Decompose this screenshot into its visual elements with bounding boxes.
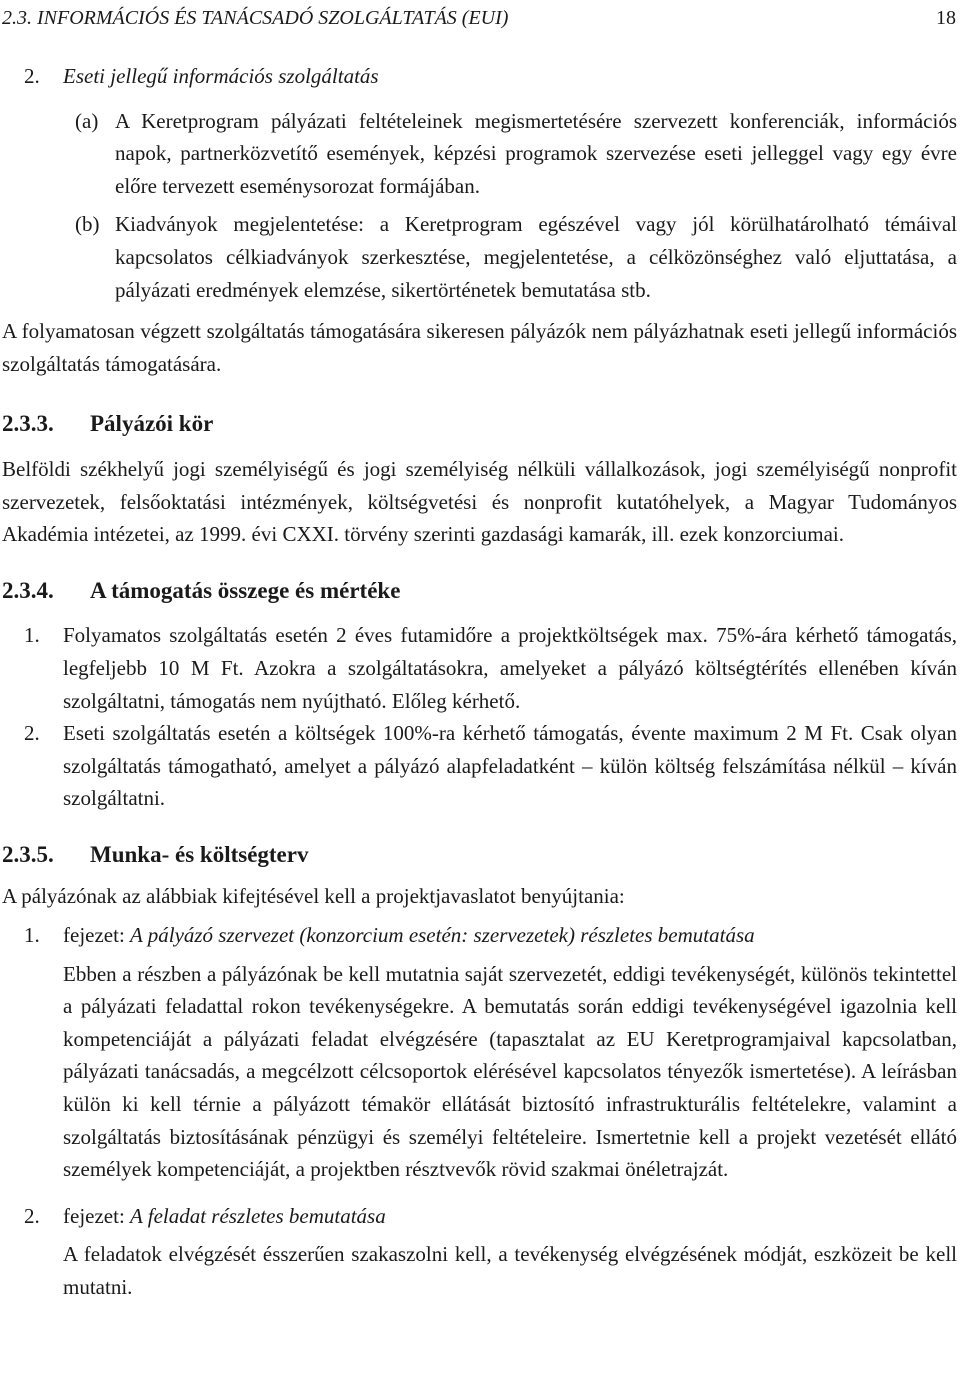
chapter-number: 1.	[24, 923, 40, 948]
list-item-text: Folyamatos szolgáltatás esetén 2 éves futamidőre a projektköltségek max. 75%-ára kérhető támogatás, legfeljebb 10 M Ft. Azokra a szolgáltatásokra, amelyeket a pályázó költségtérítés ellenében kíván szolgáltatni, támogatás nem nyújtható. Előleg kérhető.	[63, 623, 957, 713]
header-title: 2.3. INFORMÁCIÓS ÉS TANÁCSADÓ SZOLGÁLTATÁS (EUI)	[2, 7, 509, 29]
chapter-1-body: Ebben a részben a pályázónak be kell mutatnia saját szervezetét, eddigi tevékenységét, különös tekintettel a pályázati feladattal rokon tevékenységekre. A bemutatás során eddigi tevékenységével igazolnia kell kompetenciáját a pályázati feladat elvégzésére (tapasztalat az EU Keretprogramjaival kapcsolatban, pályázati tanácsadás, a megcélzott célcsoportok elérésével kapcsolatos tényezők ismertetése). A leírásban külön ki kell térnie a pályázott témakör ellátását biztosító infrastrukturális feltételekre, valamint a szolgáltatás biztosításának pénzügyi és személyi feltételeire. Ismertetnie kell a projekt vezetését ellátó személyek kompetenciáját, a projektben résztvevők rövid szakmai önéletrajzát.	[63, 961, 957, 1182]
list-item-2	[2, 717, 957, 815]
section-heading-235	[2, 839, 957, 872]
subitem-text: A Keretprogram pályázati feltételeinek megismertetésére szervezett konferenciák, információs napok, partnerközvetítő események, képzési programok szervezése eseti jelleggel vagy egy évre előre tervezett eseménysorozat formájában.	[115, 108, 957, 198]
section-number: 2.3.4.	[2, 577, 54, 603]
chapter-1-heading	[2, 919, 957, 952]
subitem-text: Kiadványok megjelentetése: a Keretprogram egészével vagy jól körülhatárolható témáival kapcsolatos célkiadványok szerkesztése, megjelentetése, a célközönséghez való eljuttatása, a pályázati eredmények elemzése, sikertörténetek bemutatása stb.	[115, 212, 957, 302]
subitem-b	[2, 208, 957, 306]
page-number: 18	[936, 7, 956, 29]
chapter-title: A pályázó szervezet (konzorcium esetén: szervezetek) részletes bemutatása	[130, 923, 755, 948]
chapter-title: A feladat részletes bemutatása	[130, 1203, 386, 1228]
chapter-prefix: fejezet:	[63, 923, 125, 948]
chapter-prefix: fejezet:	[63, 1203, 125, 1228]
running-header	[2, 3, 956, 33]
list-item-eseti	[2, 60, 957, 93]
section-heading-234	[2, 575, 957, 608]
subitem-label: (b)	[75, 212, 100, 237]
section-number: 2.3.3.	[2, 411, 54, 437]
list-item-number: 2.	[24, 64, 40, 88]
list-item-title: Eseti jellegű információs szolgáltatás	[63, 64, 379, 88]
chapter-2-body: A feladatok elvégzését ésszerűen szakaszolni kell, a tevékenység elvégzésének módját, eszközeit be kell mutatni.	[63, 1242, 957, 1299]
section-title: A támogatás összege és mértéke	[90, 577, 401, 603]
list-item-number: 1.	[24, 623, 40, 648]
document-body	[2, 60, 957, 1304]
chapter-2-heading	[2, 1200, 957, 1233]
list-item-1	[2, 619, 957, 717]
list-item-text: Eseti szolgáltatás esetén a költségek 100%-ra kérhető támogatás, évente maximum 2 M Ft. Csak olyan szolgáltatás támogatható, amelyet a pályázó alapfeladatként – külön költség felszámítása nélkül – kíván szolgáltatni.	[63, 721, 957, 811]
paragraph-palyazoi-kor: Belföldi székhelyű jogi személyiségű és jogi személyiség nélküli vállalkozások, jogi személyiségű nonprofit szervezetek, felsőoktatási intézmények, költségvetési és nonprofit kutatóhelyek, a Magyar Tudományos Akadémia intézetei, az 1999. évi CXXI. törvény szerinti gazdasági kamarák, ill. ezek konzorciumai.	[2, 456, 957, 547]
paragraph-intro-235: A pályázónak az alábbiak kifejtésével kell a projektjavaslatot benyújtania:	[2, 884, 625, 909]
subitem-a	[2, 105, 957, 203]
chapter-number: 2.	[24, 1203, 40, 1228]
paragraph-folyamatos: A folyamatosan végzett szolgáltatás támogatására sikeresen pályázók nem pályázhatnak eseti jellegű információs szolgáltatás támogatására.	[2, 319, 957, 376]
section-number: 2.3.5.	[2, 841, 54, 867]
section-title: Munka- és költségterv	[90, 841, 309, 867]
subitem-label: (a)	[75, 108, 99, 133]
section-title: Pályázói kör	[90, 411, 214, 437]
list-item-number: 2.	[24, 721, 40, 746]
section-heading-233	[2, 408, 957, 441]
